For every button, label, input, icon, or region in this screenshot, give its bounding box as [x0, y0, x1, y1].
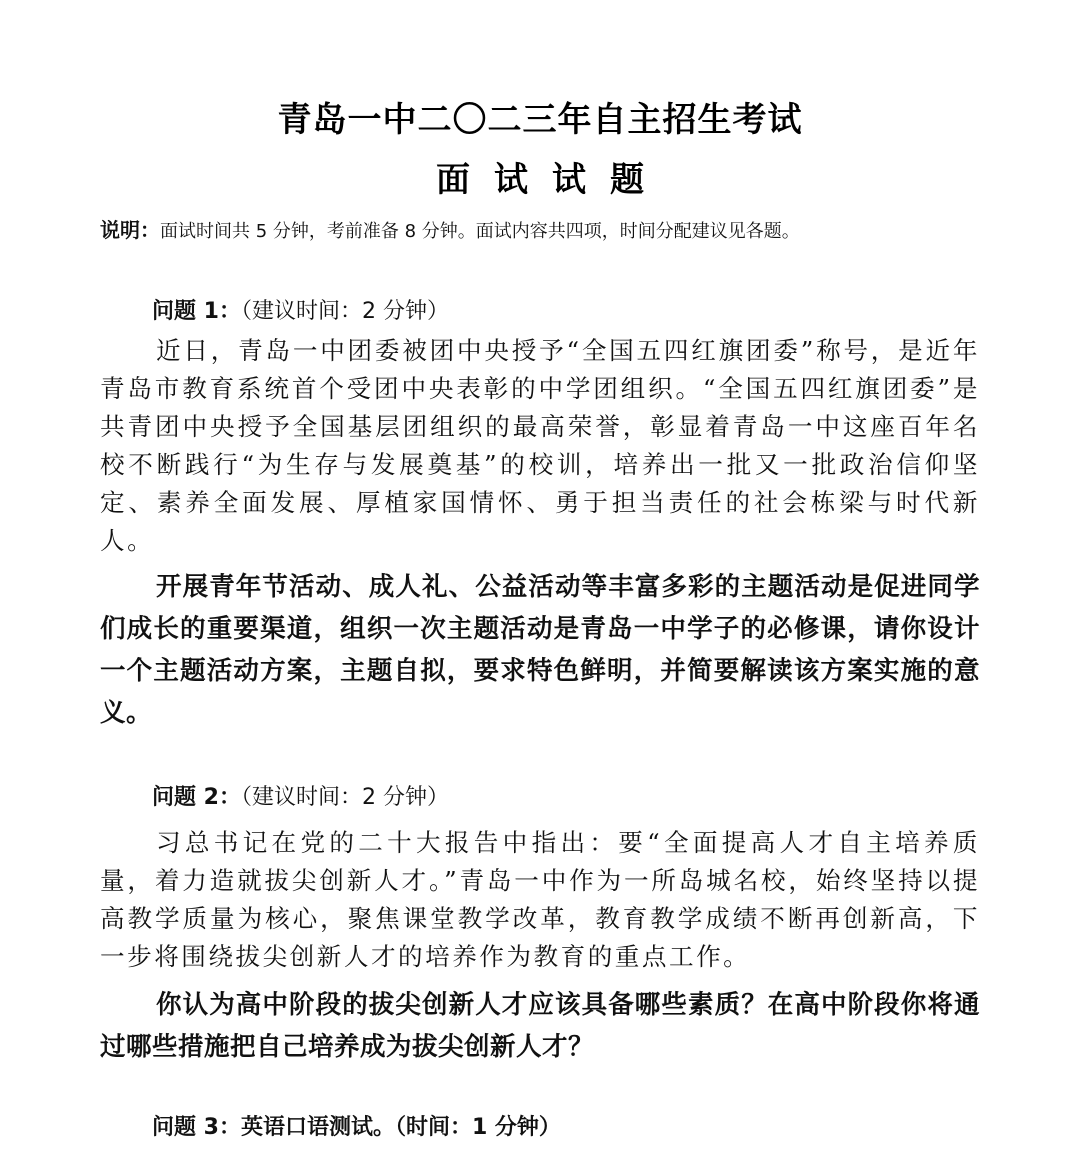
instructions-label: 说明： [100, 218, 160, 242]
question-2-number: 问题 2： [152, 785, 241, 810]
page-subtitle: 面试试题 [436, 160, 668, 200]
question-2-time: （建议时间：2 分钟） [240, 785, 449, 810]
question-1-prompt: 开展青年节活动、成人礼、公益活动等丰富多彩的主题活动是促进同学们成长的重要渠道，组织一次主题活动是青岛一中学子的必修课，请你设计一个主题活动方案，主题自拟，要求特色鲜明，并简要解读该方案实施的意义。 [100, 572, 980, 728]
question-1-time: （建议时间：2 分钟） [240, 299, 449, 324]
question-1-background: 近日，青岛一中团委被团中央授予“全国五四红旗团委”称号，是近年青岛市教育系统首个受团中央表彰的中学团组织。“全国五四红旗团委”是共青团中央授予全国基层团组织的最高荣誉，彰显着青岛一中这座百年名校不断践行“为生存与发展奠基”的校训，培养出一批又一批政治信仰坚定、素养全面发展、厚植家国情怀、勇于担当责任的社会栋梁与时代新人。 [100, 336, 980, 555]
instructions [100, 214, 1000, 243]
question-3-heading: 问题 3：英语口语测试。（时间：1 分钟） [152, 1115, 561, 1140]
question-2-background: 习总书记在党的二十大报告中指出：要“全面提高人才自主培养质量，着力造就拔尖创新人才。”青岛一中作为一所岛城名校，始终坚持以提高教学质量为核心，聚焦课堂教学改革，教育教学成绩不断再创新高，下一步将围绕拔尖创新人才的培养作为教育的重点工作。 [100, 828, 980, 971]
question-1-heading [152, 294, 449, 325]
instructions-text: 面试时间共 5 分钟，考前准备 8 分钟。面试内容共四项，时间分配建议见各题。 [160, 221, 800, 242]
page-title: 青岛一中二〇二三年自主招生考试 [277, 100, 803, 140]
question-2-prompt: 你认为高中阶段的拔尖创新人才应该具备哪些素质？在高中阶段你将通过哪些措施把自己培养成为拔尖创新人才？ [100, 990, 980, 1062]
question-2-heading [152, 780, 449, 811]
question-1-number: 问题 1： [152, 299, 241, 324]
